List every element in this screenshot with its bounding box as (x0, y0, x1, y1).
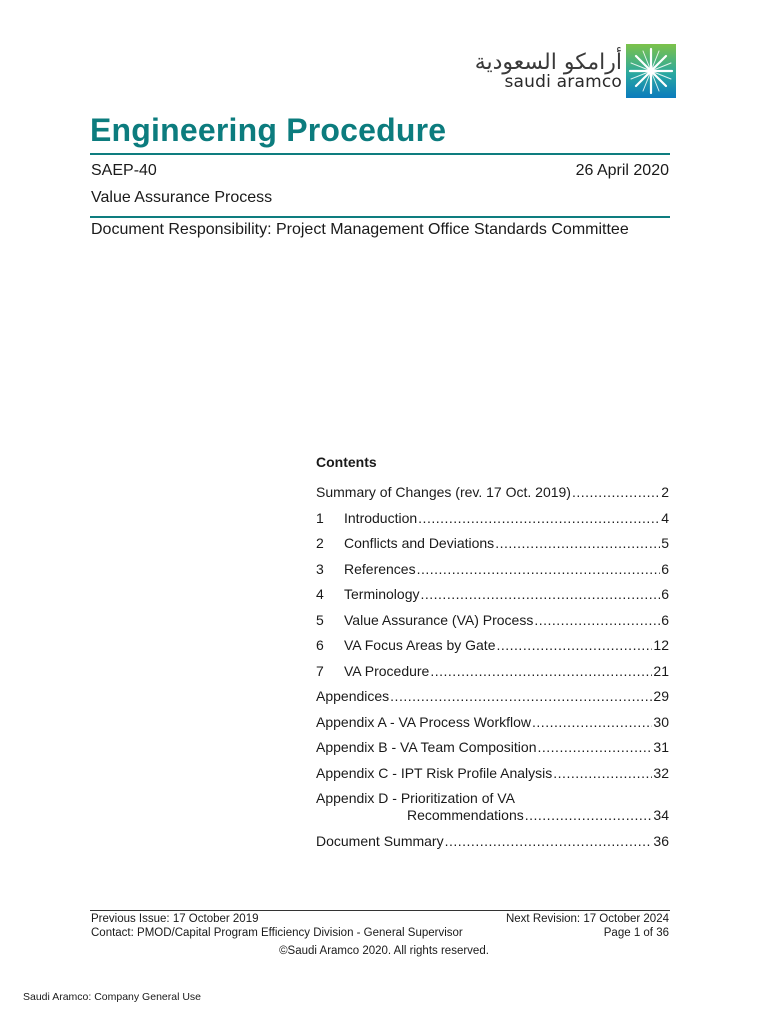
document-id: SAEP-40 (91, 162, 157, 179)
toc-leader-dots (553, 765, 652, 781)
copyright-notice: ©Saudi Aramco 2020. All rights reserved. (279, 945, 489, 957)
toc-label: Document Summary (316, 833, 444, 849)
document-subtitle: Value Assurance Process (91, 189, 273, 206)
toc-page-number: 29 (653, 688, 669, 704)
toc-label: Appendix C - IPT Risk Profile Analysis (316, 764, 553, 781)
previous-issue: Previous Issue: 17 October 2019 (91, 913, 259, 925)
toc-section-number: 4 (316, 586, 324, 602)
footer-rule (90, 910, 670, 911)
toc-entry-appendix-d[interactable] (316, 790, 669, 825)
toc-entry-references[interactable] (316, 561, 669, 587)
toc-page-number: 6 (661, 611, 669, 628)
toc-entry-appendix-c[interactable] (316, 765, 669, 791)
toc-label: VA Procedure (344, 662, 430, 679)
table-of-contents (316, 454, 669, 859)
document-date: 26 April 2020 (575, 162, 669, 179)
toc-page-number: 2 (661, 484, 669, 500)
toc-label: Conflicts and Deviations (344, 535, 495, 551)
toc-label: VA Focus Areas by Gate (344, 637, 496, 653)
toc-leader-dots (390, 688, 652, 704)
toc-label: Introduction (344, 509, 418, 526)
subtitle-rule (90, 216, 670, 218)
toc-leader-dots (538, 739, 653, 755)
toc-entry-appendix-b[interactable] (316, 739, 669, 765)
document-responsibility: Document Responsibility: Project Management Office Standards Committee (91, 221, 629, 238)
toc-page-number: 12 (653, 637, 669, 653)
saudi-aramco-logo (475, 44, 676, 98)
toc-label: Appendix A - VA Process Workflow (316, 713, 532, 730)
toc-entry-va-focus-areas[interactable] (316, 637, 669, 663)
toc-page-number: 5 (661, 535, 669, 551)
toc-entry-appendices[interactable] (316, 688, 669, 714)
contents-heading: Contents (316, 454, 377, 470)
toc-page-number: 4 (661, 509, 669, 526)
logo-latin-text: saudi aramco (504, 72, 622, 92)
toc-section-number: 3 (316, 560, 324, 577)
toc-leader-dots (495, 535, 660, 551)
toc-entry-appendix-a[interactable] (316, 714, 669, 740)
contact: Contact: PMOD/Capital Program Efficiency Division - General Supervisor (91, 927, 463, 939)
toc-entry-terminology[interactable] (316, 586, 669, 612)
toc-leader-dots (534, 612, 660, 628)
toc-label: Appendix D - Prioritization of VA (316, 790, 515, 806)
toc-leader-dots (418, 510, 660, 526)
toc-label: Appendices (316, 688, 390, 704)
toc-page-number: 34 (653, 807, 669, 823)
page-indicator: Page 1 of 36 (603, 927, 669, 939)
toc-leader-dots (496, 637, 652, 653)
toc-leader-dots (417, 561, 661, 577)
toc-leader-dots (430, 663, 652, 679)
toc-entry-document-summary[interactable] (316, 833, 669, 859)
toc-page-number: 6 (661, 560, 669, 577)
toc-section-number: 2 (316, 535, 324, 551)
toc-page-number: 21 (653, 662, 669, 679)
toc-entry-introduction[interactable] (316, 510, 669, 536)
toc-leader-dots (525, 807, 653, 823)
toc-entry-summary-of-changes[interactable] (316, 484, 669, 510)
toc-entry-va-process[interactable] (316, 612, 669, 638)
toc-page-number: 36 (653, 833, 669, 849)
toc-label: Summary of Changes (rev. 17 Oct. 2019) (316, 484, 571, 500)
logo-wordmark (475, 52, 622, 91)
toc-entry-va-procedure[interactable] (316, 663, 669, 689)
toc-label: Appendix B - VA Team Composition (316, 739, 537, 755)
document-type-title: Engineering Procedure (90, 112, 447, 148)
toc-leader-dots (420, 586, 660, 602)
toc-page-number: 30 (653, 713, 669, 730)
next-revision: Next Revision: 17 October 2024 (505, 913, 669, 925)
classification-label: Saudi Aramco: Company General Use (23, 991, 202, 1003)
logo-arabic-text: أرامكو السعودية (474, 50, 622, 75)
toc-leader-dots (532, 714, 652, 730)
toc-label-continued: Recommendations (407, 807, 524, 823)
toc-label: Value Assurance (VA) Process (344, 611, 534, 628)
toc-section-number: 6 (316, 637, 324, 653)
aramco-star-icon (626, 44, 676, 98)
title-rule (90, 153, 670, 155)
toc-leader-dots (445, 833, 653, 849)
toc-page-number: 6 (661, 586, 669, 602)
toc-entry-conflicts-and-deviations[interactable] (316, 535, 669, 561)
toc-page-number: 32 (653, 764, 669, 781)
toc-section-number: 7 (316, 662, 324, 679)
toc-section-number: 5 (316, 611, 324, 628)
toc-section-number: 1 (316, 509, 324, 526)
toc-label: Terminology (344, 586, 420, 602)
toc-leader-dots (572, 484, 660, 500)
toc-page-number: 31 (653, 739, 669, 755)
toc-label: References (344, 560, 416, 577)
